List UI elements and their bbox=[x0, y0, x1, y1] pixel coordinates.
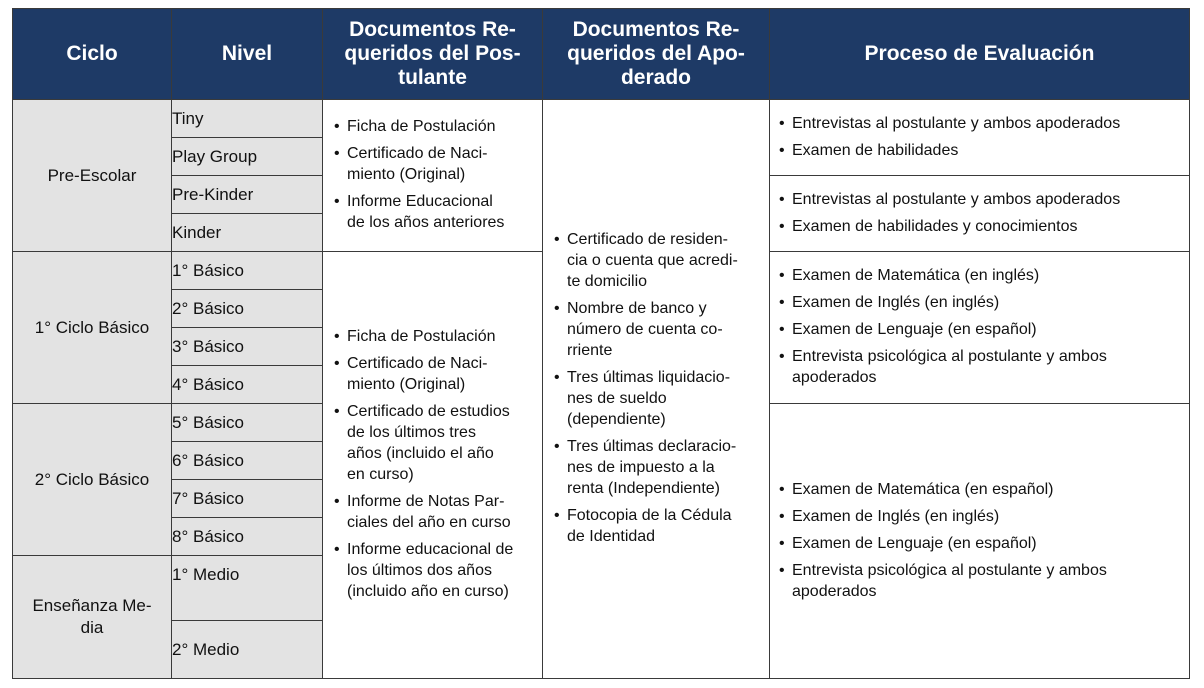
list-item: • Fotocopia de la Cédula de Identidad bbox=[567, 505, 763, 547]
list-item: • Entrevistas al postulante y ambos apoderados bbox=[792, 189, 1183, 210]
list-item: • Examen de Lenguaje (en español) bbox=[792, 533, 1183, 554]
cycle-label: 1° Ciclo Básico bbox=[34, 317, 150, 337]
level-cell bbox=[172, 518, 323, 556]
postulante-docs-escolar bbox=[323, 252, 543, 679]
level-cell bbox=[172, 214, 323, 252]
level-label: 7° Básico bbox=[172, 488, 245, 508]
list-item: • Certificado de estudios de los últimos tres años (incluido el año en curso) bbox=[347, 401, 536, 485]
level-cell bbox=[172, 366, 323, 404]
cycle-label: 2° Ciclo Básico bbox=[34, 469, 150, 489]
level-label: 4° Básico bbox=[172, 374, 245, 394]
level-label: Play Group bbox=[172, 146, 258, 166]
postulante-docs-preescolar bbox=[323, 100, 543, 252]
header-postulante-docs bbox=[323, 9, 543, 100]
evaluacion-tiny-playgroup bbox=[770, 100, 1190, 176]
level-label: Kinder bbox=[172, 222, 222, 242]
list-item: • Examen de Lenguaje (en español) bbox=[792, 319, 1183, 340]
list-item: • Certificado de Naci- miento (Original) bbox=[347, 353, 536, 395]
list-item: • Informe de Notas Par- ciales del año en curso bbox=[347, 491, 536, 533]
level-cell bbox=[172, 328, 323, 366]
level-cell bbox=[172, 480, 323, 518]
level-label: 1° Básico bbox=[172, 260, 245, 280]
evaluacion-prekinder-kinder bbox=[770, 176, 1190, 252]
list-item: • Examen de Matemática (en inglés) bbox=[792, 265, 1183, 286]
header-apoderado-docs bbox=[543, 9, 770, 100]
level-label: 6° Básico bbox=[172, 450, 245, 470]
evaluacion-list bbox=[770, 189, 1189, 237]
header-nivel bbox=[172, 9, 323, 100]
evaluacion-basico1-4 bbox=[770, 252, 1190, 404]
level-cell bbox=[172, 138, 323, 176]
list-item: • Entrevista psicológica al postulante y ambos apoderados bbox=[792, 560, 1183, 602]
apoderado-docs-list bbox=[543, 229, 769, 547]
evaluacion-list bbox=[770, 113, 1189, 161]
cycle-media bbox=[13, 556, 172, 679]
level-cell bbox=[172, 252, 323, 290]
level-cell bbox=[172, 556, 323, 621]
list-item: • Certificado de Naci- miento (Original) bbox=[347, 143, 536, 185]
level-cell bbox=[172, 621, 323, 679]
list-item: • Informe Educacional de los años anteriores bbox=[347, 191, 536, 233]
header-nivel-text: Nivel bbox=[221, 42, 273, 65]
level-label: Tiny bbox=[172, 108, 204, 128]
header-ciclo-text: Ciclo bbox=[66, 42, 118, 65]
level-label: 1° Medio bbox=[172, 565, 240, 584]
list-item: • Tres últimas declaracio- nes de impuesto a la renta (Independiente) bbox=[567, 436, 763, 499]
level-label: 3° Básico bbox=[172, 336, 245, 356]
header-row bbox=[13, 9, 1190, 100]
header-postulante-text: Documentos Re- queridos del Pos- tulante bbox=[344, 18, 521, 89]
header-apoderado-text: Documentos Re- queridos del Apo- derado bbox=[567, 18, 745, 89]
level-label: 2° Medio bbox=[172, 639, 240, 659]
admission-table bbox=[12, 8, 1190, 679]
header-evaluacion bbox=[770, 9, 1190, 100]
cycle-label: Enseñanza Me- dia bbox=[32, 596, 152, 637]
header-ciclo bbox=[13, 9, 172, 100]
postulante-docs-list bbox=[323, 116, 542, 233]
list-item: • Ficha de Postulación bbox=[347, 326, 536, 347]
level-cell bbox=[172, 100, 323, 138]
level-label: 2° Básico bbox=[172, 298, 245, 318]
evaluacion-list bbox=[770, 479, 1189, 602]
level-label: 8° Básico bbox=[172, 526, 245, 546]
apoderado-docs bbox=[543, 100, 770, 679]
list-item: • Entrevista psicológica al postulante y ambos apoderados bbox=[792, 346, 1183, 388]
cycle-basico1 bbox=[13, 252, 172, 404]
evaluacion-basico5-medio bbox=[770, 404, 1190, 679]
list-item: • Examen de Inglés (en inglés) bbox=[792, 292, 1183, 313]
list-item: • Certificado de residen- cia o cuenta que acredi- te domicilio bbox=[567, 229, 763, 292]
cycle-preescolar bbox=[13, 100, 172, 252]
header-evaluacion-text: Proceso de Evaluación bbox=[864, 42, 1095, 65]
list-item: • Examen de habilidades bbox=[792, 140, 1183, 161]
cycle-label: Pre-Escolar bbox=[47, 165, 137, 185]
cycle-basico2 bbox=[13, 404, 172, 556]
table-row bbox=[13, 100, 1190, 138]
level-cell bbox=[172, 176, 323, 214]
postulante-docs-list bbox=[323, 326, 542, 602]
level-cell bbox=[172, 442, 323, 480]
level-label: Pre-Kinder bbox=[172, 184, 254, 204]
level-cell bbox=[172, 404, 323, 442]
list-item: • Informe educacional de los últimos dos años (incluido año en curso) bbox=[347, 539, 536, 602]
list-item: • Nombre de banco y número de cuenta co- rriente bbox=[567, 298, 763, 361]
list-item: • Tres últimas liquidacio- nes de sueldo (dependiente) bbox=[567, 367, 763, 430]
list-item: • Examen de habilidades y conocimientos bbox=[792, 216, 1183, 237]
list-item: • Examen de Inglés (en inglés) bbox=[792, 506, 1183, 527]
list-item: • Entrevistas al postulante y ambos apoderados bbox=[792, 113, 1183, 134]
list-item: • Ficha de Postulación bbox=[347, 116, 536, 137]
evaluacion-list bbox=[770, 265, 1189, 388]
level-cell bbox=[172, 290, 323, 328]
level-label: 5° Básico bbox=[172, 412, 245, 432]
list-item: • Examen de Matemática (en español) bbox=[792, 479, 1183, 500]
